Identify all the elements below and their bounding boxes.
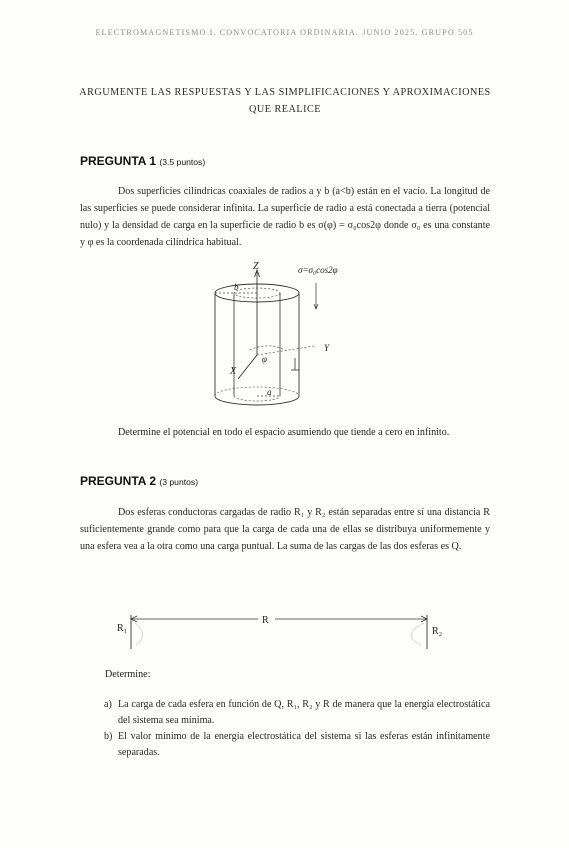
list-item [104,729,490,760]
list-item [104,697,490,728]
phi-arc [250,346,284,350]
item-marker: b) [104,731,113,742]
x-axis [238,355,257,379]
q2-title: PREGUNTA 2 [80,474,157,488]
left-sphere-shadow [135,623,143,645]
q1-question: Determine el potencial en todo el espacio asumiendo que tiende a cero en infinito. [118,427,450,438]
r1-label: R₁ [117,623,128,634]
instructions-line-1: ARGUMENTE LAS RESPUESTAS Y LAS SIMPLIFICACIONES Y APROXIMACIONES [79,87,491,98]
phi-label: φ [262,354,267,364]
q2-points: (3 puntos) [159,477,199,487]
q1-title: PREGUNTA 1 [80,154,157,168]
q2-heading [80,474,198,488]
inner-bottom [234,396,280,401]
outer-bottom-front [215,396,299,405]
instructions [60,84,510,118]
spheres-figure [110,605,470,663]
outer-bottom-back [215,387,299,396]
q1-heading [80,154,205,168]
q2-paragraph: Dos esferas conductoras cargadas de radio R₁ y R₂ están separadas entre sí una distancia R suficientemente grande como para que la carga de cada una de ellas se distribuya uniformemente y una esfera vea a la otra como una carga puntual. La suma de las cargas de las dos esferas es Q. [80,507,490,552]
r2-label: R₂ [432,626,443,637]
sigma-label: σ=σ₀cos2φ [298,265,338,275]
item-marker: a) [104,699,112,710]
z-label: Z [253,261,259,272]
y-label: Y [324,343,330,353]
item-text: El valor mínimo de la energía electrostática del sistema si las esferas están infinitamente separadas. [118,731,490,758]
q1-points: (3.5 puntos) [159,157,206,167]
x-label: X [230,366,237,377]
q2-items [104,697,490,761]
q1-paragraph: Dos superficies cilíndricas coaxiales de radios a y b (a<b) están en el vacío. La longitud de las superficies se puede considerar infinita. La superficie de radio a está conectada a tierra (potencial nulo) y la densidad de carga en la superficie de radio b es σ(φ) = σ₀cos2φ donde σ₀ es una constante y φ es la coordenada cilíndrica habitual. [80,186,490,248]
b-label: b [234,282,239,292]
item-text: La carga de cada esfera en función de Q, R₁, R₂ y R de manera que la energía electrostática del sistema sea mínima. [118,699,490,726]
cylinders-figure [210,258,360,416]
q2-determine: Determine: [105,669,151,680]
exam-header: ELECTROMAGNETISMO I. CONVOCATORIA ORDINARIA. JUNIO 2025. GRUPO 505 [95,28,474,37]
r-label: R [262,615,269,626]
instructions-line-2: QUE REALICE [249,104,321,115]
a-label: a [267,387,272,397]
right-sphere-shadow [411,623,424,645]
